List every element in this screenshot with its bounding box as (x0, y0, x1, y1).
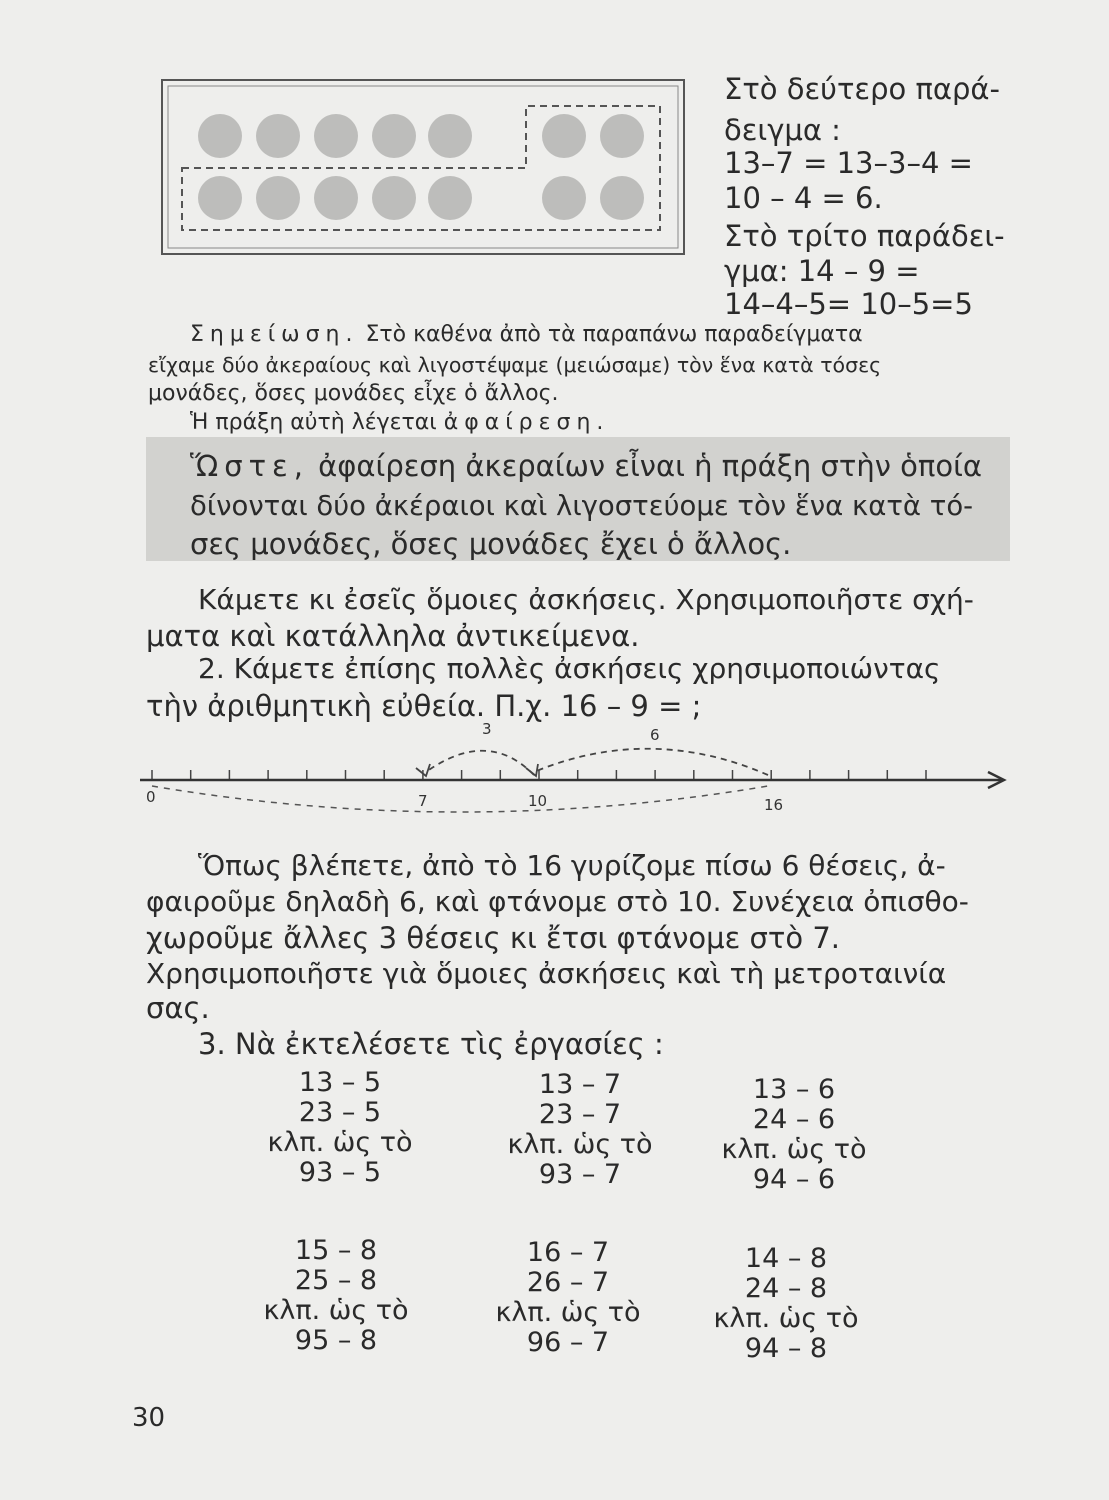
paragraph-line: Κάμετε κι ἐσεῖς ὅμοιες ἀσκήσεις. Χρησιμοποιῆστε σχή- (198, 583, 974, 616)
paragraph-line: σας. (146, 991, 210, 1025)
exercise-line: 96 – 7 (526, 1327, 610, 1358)
exercise-line: 14 – 8 (744, 1243, 828, 1274)
item-line: τὴν ἀριθμητικὴ εὐθεία. Π.χ. 16 – 9 = ; (146, 689, 702, 723)
exercise-line: 23 – 7 (538, 1099, 622, 1130)
exercise-group (704, 1075, 884, 1195)
exercise-line: 15 – 8 (294, 1235, 378, 1266)
side-line: Στὸ δεύτερο παρά- (724, 72, 1001, 106)
exercise-line: 25 – 8 (294, 1265, 378, 1296)
definition-line: ἀφαίρεση ἀκεραίων εἶναι ἡ πράξη στὴν ὁποία (318, 449, 983, 483)
exercise-line: κλπ. ὡς τὸ (263, 1295, 409, 1326)
exercise-line: κλπ. ὡς τὸ (721, 1134, 867, 1165)
exercise-group (696, 1244, 876, 1364)
number-line-ticks (152, 770, 926, 780)
side-line: Στὸ τρίτο παράδει- (724, 219, 1005, 253)
exercise-group (478, 1238, 658, 1358)
exercise-line: 23 – 5 (298, 1097, 382, 1128)
note-line: Ἡ πράξη αὐτὴ λέγεται (190, 410, 437, 435)
exercise-line: 26 – 7 (526, 1267, 610, 1298)
exercise-line: 13 – 6 (752, 1074, 836, 1105)
exercise-line: κλπ. ὡς τὸ (495, 1297, 641, 1328)
exercise-group (250, 1068, 430, 1188)
tick-label-10: 10 (528, 792, 548, 810)
exercise-line: 95 – 8 (294, 1325, 378, 1356)
definition-lead: Ὥστε, (190, 449, 309, 483)
exercise-group (246, 1236, 426, 1356)
page-number: 30 (132, 1403, 166, 1433)
exercise-group (490, 1070, 670, 1190)
side-line: δειγμα : (724, 113, 841, 147)
exercise-line: 94 – 8 (744, 1333, 828, 1364)
note-heading: Σημείωση. (190, 322, 359, 347)
exercise-line: 16 – 7 (526, 1237, 610, 1268)
paragraph-line: χωροῦμε ἄλλες 3 θέσεις κι ἔτσι φτάνομε στὸ 7. (146, 921, 840, 955)
note-line: εἴχαμε δύο ἀκεραίους καὶ λιγοστέψαμε (μειώσαμε) τὸν ἕνα κατὰ τόσες (148, 353, 882, 377)
exercise-line: 94 – 6 (752, 1164, 836, 1195)
definition-line: δίνονται δύο ἀκέραιοι καὶ λιγοστεύομε τὸν ἕνα κατὰ τό- (190, 490, 974, 522)
exercise-line: 24 – 6 (752, 1104, 836, 1135)
exercise-line: κλπ. ὡς τὸ (713, 1303, 859, 1334)
exercise-line: κλπ. ὡς τὸ (507, 1129, 653, 1160)
paragraph-line: Ὅπως βλέπετε, ἀπὸ τὸ 16 γυρίζομε πίσω 6 θέσεις, ἀ- (198, 849, 946, 882)
item-3-title: 3. Νὰ ἐκτελέσετε τὶς ἐργασίες : (198, 1027, 664, 1061)
exercise-line: 24 – 8 (744, 1273, 828, 1304)
number-line (140, 722, 1010, 822)
note-line: Στὸ καθένα ἀπὸ τὰ παραπάνω παραδείγματα (365, 322, 863, 347)
paragraph-line: Χρησιμοποιῆστε γιὰ ὅμοιες ἀσκήσεις καὶ τὴ μετροταινία (146, 957, 947, 990)
paragraph-line: ματα καὶ κατάλληλα ἀντικείμενα. (146, 619, 640, 653)
tick-label-16: 16 (764, 796, 784, 814)
note-term: ἀφαίρεση. (443, 410, 610, 435)
side-line: 13–7 = 13–3–4 = (724, 146, 973, 180)
side-line: γμα: 14 – 9 = (724, 254, 920, 288)
side-line: 10 – 4 = 6. (724, 181, 883, 215)
definition-line: σες μονάδες, ὅσες μονάδες ἔχει ὁ ἄλλος. (190, 527, 792, 561)
jump-label-6: 6 (650, 726, 660, 744)
exercise-line: 93 – 7 (538, 1159, 622, 1190)
jump-label-3: 3 (482, 722, 492, 738)
tick-label-0: 0 (146, 788, 156, 806)
full-range-arc (152, 786, 768, 812)
dashed-grouping-outline (182, 106, 660, 230)
jump-arc-3 (426, 751, 534, 775)
tick-label-7: 7 (418, 792, 428, 810)
dots-illustration (160, 78, 686, 256)
paragraph-line: φαιροῦμε δηλαδὴ 6, καὶ φτάνομε στὸ 10. Συνέχεια ὀπισθο- (146, 885, 969, 918)
item-line: 2. Κάμετε ἐπίσης πολλὲς ἀσκήσεις χρησιμοποιώντας (198, 652, 941, 685)
exercise-line: 13 – 5 (298, 1067, 382, 1098)
dot-grid (198, 114, 644, 220)
exercise-line: 93 – 5 (298, 1157, 382, 1188)
exercise-line: κλπ. ὡς τὸ (267, 1127, 413, 1158)
side-line: 14–4–5= 10–5=5 (724, 287, 973, 321)
exercise-line: 13 – 7 (538, 1069, 622, 1100)
note-line: μονάδες, ὅσες μονάδες εἶχε ὁ ἄλλος. (148, 381, 559, 406)
